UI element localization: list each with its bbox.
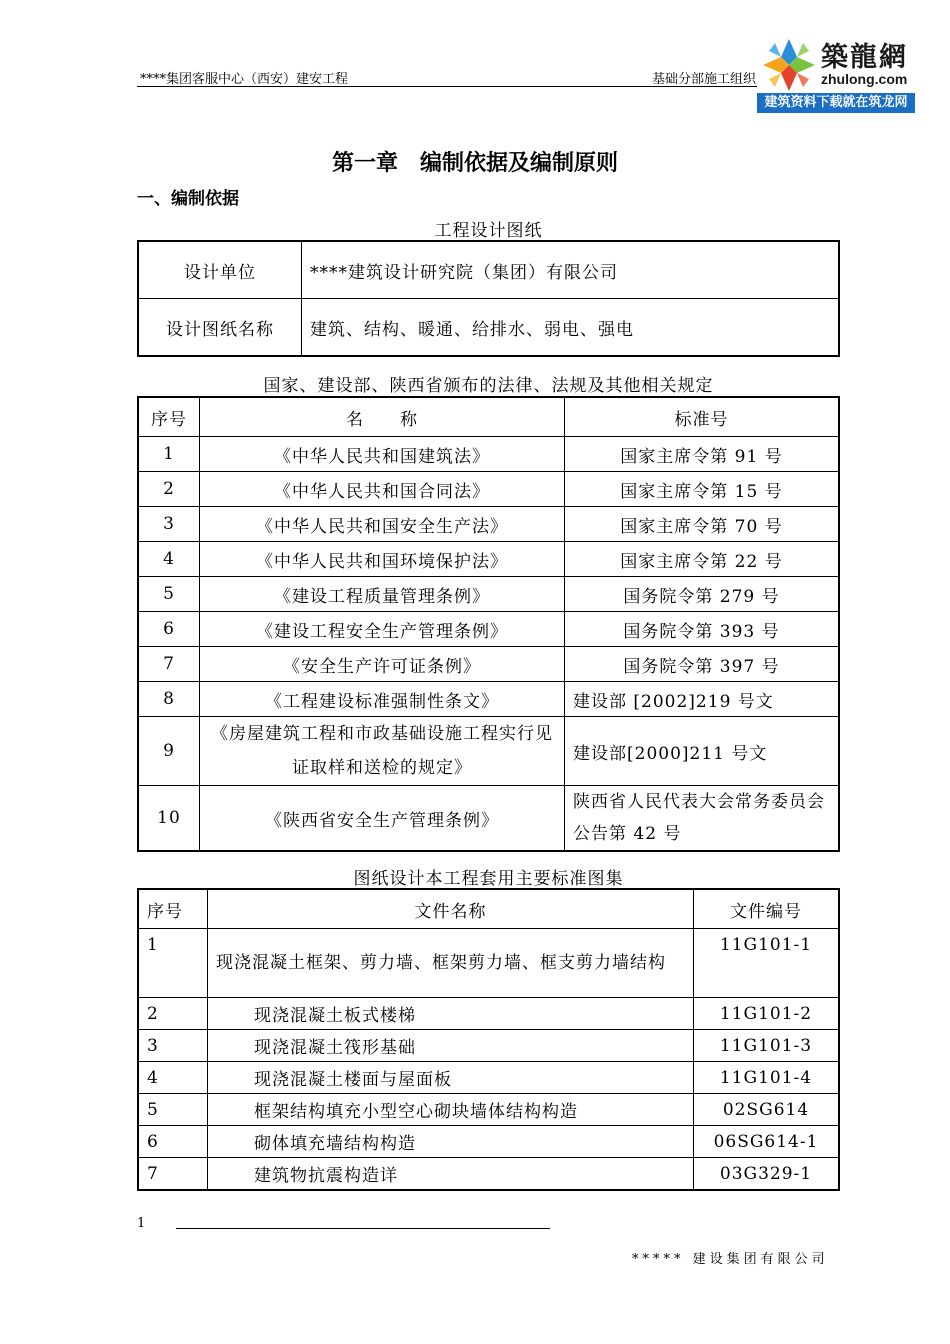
logo-domain: zhulong.com: [821, 71, 908, 87]
laws-table: [137, 396, 840, 852]
table-row: [138, 612, 839, 647]
law-name: 《中华人民共和国建筑法》: [200, 437, 565, 472]
atlas-name: 砌体填充墙结构构造: [208, 1126, 694, 1158]
zhulong-logo: [757, 33, 915, 113]
design-value: 建筑、结构、暖通、给排水、弱电、强电: [302, 299, 840, 357]
table-row: [138, 929, 839, 998]
atlas-code: 11G101-4: [694, 1062, 840, 1094]
row-number: 2: [138, 998, 208, 1030]
atlas-name: 现浇混凝土框架、剪力墙、框架剪力墙、框支剪力墙结构: [208, 929, 694, 998]
design-value: ****建筑设计研究院（集团）有限公司: [302, 241, 840, 299]
column-header: 序号: [138, 397, 200, 437]
law-code: 国家主席令第 70 号: [565, 507, 840, 542]
law-name: 《中华人民共和国环境保护法》: [200, 542, 565, 577]
law-name: 《工程建设标准强制性条文》: [200, 682, 565, 717]
atlas-table: [137, 888, 840, 1191]
atlas-name: 现浇混凝土楼面与屋面板: [208, 1062, 694, 1094]
law-code: 建设部[2000]211 号文: [565, 717, 840, 786]
table-row: [138, 998, 839, 1030]
design-table: [137, 240, 840, 357]
logo-chinese-name: 築龍網: [821, 42, 908, 73]
row-number: 8: [138, 682, 200, 717]
column-header: 序号: [138, 889, 208, 929]
law-name: 《中华人民共和国安全生产法》: [200, 507, 565, 542]
table-row: [138, 1062, 839, 1094]
design-caption: 工程设计图纸: [434, 221, 543, 241]
logo-slogan: 建筑资料下载就在筑龙网: [757, 93, 915, 113]
atlas-code: 11G101-1: [694, 929, 840, 998]
law-name: 《房屋建筑工程和市政基础设施工程实行见证取样和送检的规定》: [200, 717, 565, 786]
table-row: [138, 717, 839, 786]
design-label: 设计图纸名称: [138, 299, 302, 357]
column-header: 文件名称: [208, 889, 694, 929]
footer-rule: [176, 1228, 550, 1229]
atlas-name: 建筑物抗震构造详: [208, 1158, 694, 1191]
section-title: 一、编制依据: [137, 189, 239, 209]
table-row: [138, 542, 839, 577]
law-code: 国务院令第 397 号: [565, 647, 840, 682]
table-row: [138, 472, 839, 507]
law-code: 陕西省人民代表大会常务委员会公告第 42 号: [565, 786, 840, 852]
atlas-name: 框架结构填充小型空心砌块墙体结构构造: [208, 1094, 694, 1126]
table-row: [138, 682, 839, 717]
atlas-name: 现浇混凝土筏形基础: [208, 1030, 694, 1062]
chapter-title: 第一章 编制依据及编制原则: [331, 150, 618, 176]
row-number: 5: [138, 1094, 208, 1126]
row-number: 3: [138, 507, 200, 542]
law-code: 国家主席令第 91 号: [565, 437, 840, 472]
law-name: 《安全生产许可证条例》: [200, 647, 565, 682]
column-header: 文件编号: [694, 889, 840, 929]
row-number: 6: [138, 612, 200, 647]
law-code: 建设部 [2002]219 号文: [565, 682, 840, 717]
row-number: 7: [138, 647, 200, 682]
row-number: 7: [138, 1158, 208, 1191]
footer-company: ***** 建设集团有限公司: [632, 1252, 829, 1267]
atlas-code: 11G101-2: [694, 998, 840, 1030]
table-row: [138, 1030, 839, 1062]
table-header-row: [138, 889, 839, 929]
row-number: 3: [138, 1030, 208, 1062]
law-code: 国务院令第 393 号: [565, 612, 840, 647]
atlas-code: 11G101-3: [694, 1030, 840, 1062]
table-header-row: [138, 397, 839, 437]
table-row: [138, 786, 839, 852]
header-rule: [137, 86, 840, 87]
logo-mark-icon: [761, 37, 817, 93]
law-name: 《建设工程质量管理条例》: [200, 577, 565, 612]
law-name: 《陕西省安全生产管理条例》: [200, 786, 565, 852]
atlas-caption: 图纸设计本工程套用主要标准图集: [353, 869, 624, 889]
table-row: [138, 1158, 839, 1191]
table-row: [138, 577, 839, 612]
row-number: 2: [138, 472, 200, 507]
row-number: 4: [138, 542, 200, 577]
row-number: 6: [138, 1126, 208, 1158]
atlas-code: 06SG614-1: [694, 1126, 840, 1158]
row-number: 9: [138, 717, 200, 786]
table-row: [138, 647, 839, 682]
design-label: 设计单位: [138, 241, 302, 299]
law-code: 国家主席令第 15 号: [565, 472, 840, 507]
law-name: 《建设工程安全生产管理条例》: [200, 612, 565, 647]
table-row: [138, 1094, 839, 1126]
header-project-name: ****集团客服中心（西安）建安工程: [140, 72, 349, 87]
law-code: 国务院令第 279 号: [565, 577, 840, 612]
row-number: 4: [138, 1062, 208, 1094]
atlas-name: 现浇混凝土板式楼梯: [208, 998, 694, 1030]
column-header: 名 称: [200, 397, 565, 437]
atlas-code: 03G329-1: [694, 1158, 840, 1191]
table-row: [138, 1126, 839, 1158]
row-number: 1: [138, 437, 200, 472]
law-code: 国家主席令第 22 号: [565, 542, 840, 577]
table-row: [138, 241, 839, 299]
table-row: [138, 507, 839, 542]
column-header: 标准号: [565, 397, 840, 437]
laws-caption: 国家、建设部、陕西省颁布的法律、法规及其他相关规定: [263, 376, 714, 396]
table-row: [138, 299, 839, 357]
row-number: 10: [138, 786, 200, 852]
table-row: [138, 437, 839, 472]
header-document-type: 基础分部施工组织: [652, 72, 757, 87]
law-name: 《中华人民共和国合同法》: [200, 472, 565, 507]
page-number: 1: [137, 1216, 146, 1231]
row-number: 1: [138, 929, 208, 998]
row-number: 5: [138, 577, 200, 612]
atlas-code: 02SG614: [694, 1094, 840, 1126]
